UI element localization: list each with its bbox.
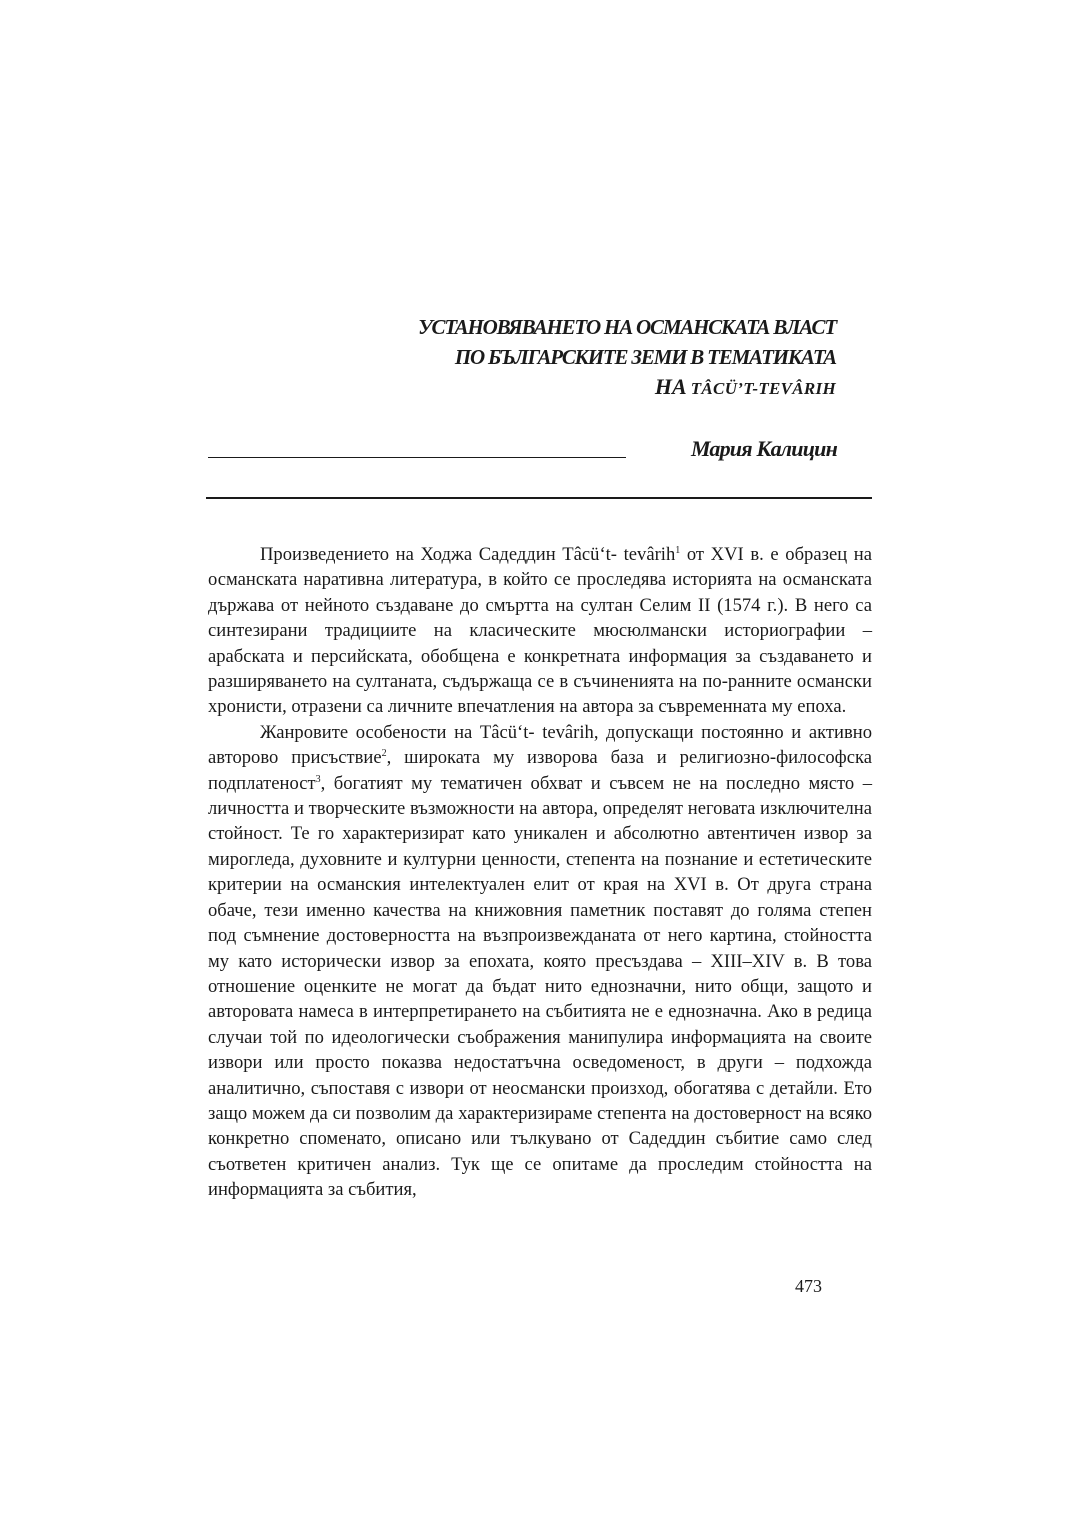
article-title: [200, 312, 836, 404]
header-divider: [206, 497, 872, 499]
title-line-3: [200, 372, 836, 404]
footnote-ref[interactable]: 1: [675, 544, 681, 556]
title-line-1: УСТАНОВЯВАНЕТО НА ОСМАНСКАТА ВЛАСТ: [418, 315, 836, 339]
title-line-2: ПО БЪЛГАРСКИТЕ ЗЕМИ В ТЕМАТИКАТА: [454, 345, 836, 369]
author-rule: [208, 457, 626, 458]
footnote-ref[interactable]: 3: [315, 773, 321, 785]
title-line-3-prefix: НА: [654, 374, 687, 399]
paragraph: Жанровите особености на Tâcü‘t- tevârih, допускащи постоянно и активно авторово присъствие$^2$, широката му изворова база и религиозно-философска подплатеност$^3$, богатият му тематичен обхват и съвсем не на последно място – личността и творческите възможности на автора, определят неговата изключителна стойност. Те го характеризират като уникален и абсолютно автентичен извор за мирогледа, духовните и културни ценности, степента на познание и естетическите критерии на османския интелектуален елит от края на XVI в. От друга страна обаче, тези именно качества на книжовния паметник поставят до голяма степен под съмнение достоверността на възпроизвежданата от него картина, стойността му като исторически извор за епохата, която пресъздава – XIII–XIV в. В това отношение оценките не могат да бъдат нито еднозначни, нито общи, защото и авторовата намеса в интерпретирането на събитията не е еднозначна. Ако в редица случаи той по идеологически съображения манипулира информацията на своите извори или просто показва недостатъчна осведоменост, в други – подхожда аналитично, съпоставя с извори от неосмански произход, обогатява с детайли. Ето защо можем да си позволим да характеризираме степента на достоверност на всяко конкретно споменато, описано или тълкувано от Садеддин събитие само след съответен критичен анализ. Тук ще се опитаме да проследим стойността на информацията за събития,: [208, 721, 872, 1201]
title-line-3-work: TÂCÜ’T-TEVÂRIH: [690, 379, 836, 398]
paragraph: Произведението на Ходжа Садеддин Tâcü‘t- tevârih$^1$ от XVI в. е образец на османската наративна литература, в който се проследява историята на османската държава от нейното създаване до смъртта на султан Селим II (1574 г.). В него са синтезирани традициите на класическите мюсюлмански историографии – арабската и персийската, обобщена е конкретната информация за създаването и разширяването на султаната, съдържаща се в съчиненията на по-ранните османски хронисти, отразени са личните впечатления на автора за съвременната му епоха.: [208, 544, 872, 718]
footnote-ref[interactable]: 2: [381, 748, 387, 760]
body-text: [208, 542, 872, 1203]
page-number: 473: [795, 1276, 822, 1296]
author-name: Мария Калицин: [690, 436, 837, 461]
